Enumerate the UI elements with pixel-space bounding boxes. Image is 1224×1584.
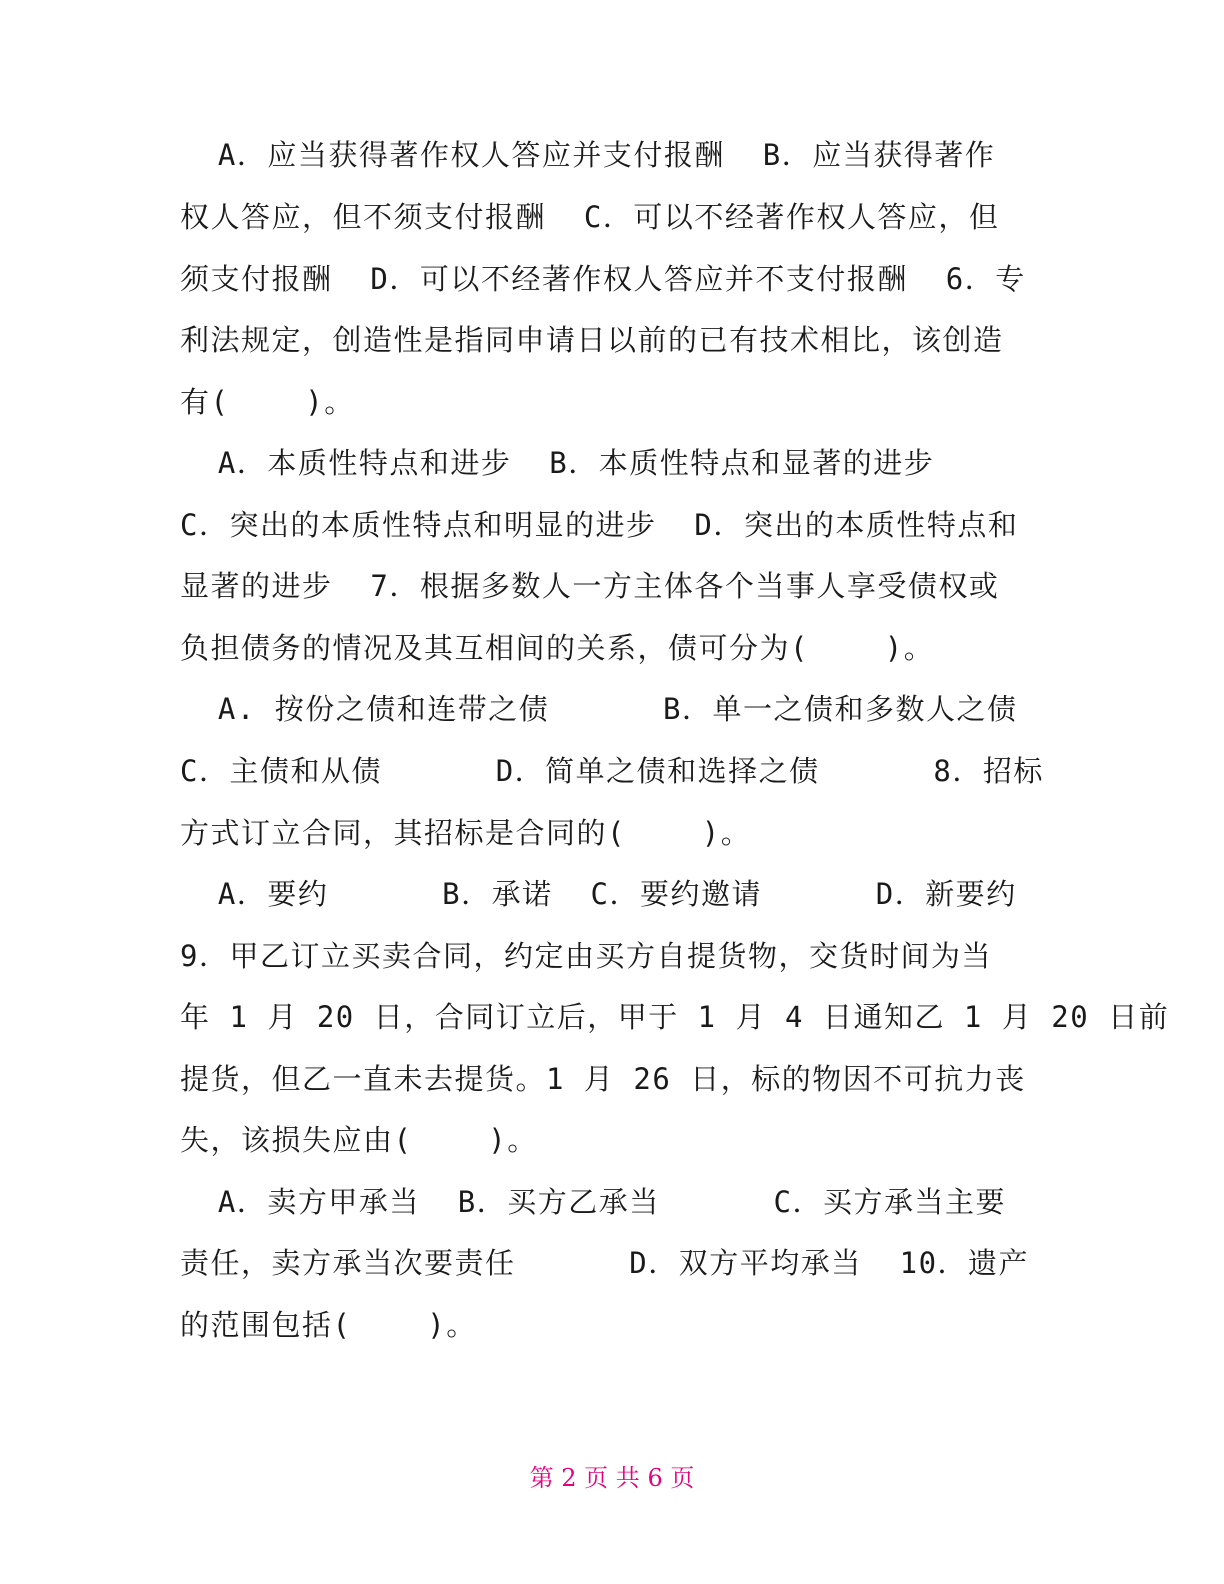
text-line: C．主债和从债 D．简单之债和选择之债 8．招标 (180, 754, 1044, 788)
text-line: A．应当获得著作权人答应并支付报酬 B．应当获得著作 (180, 138, 996, 172)
text-line: A．要约 B．承诺 C．要约邀请 D．新要约 (180, 877, 1017, 911)
text-line: 9．甲乙订立买卖合同，约定由买方自提货物，交货时间为当 (180, 939, 992, 973)
text-line: 失，该损失应由( )。 (180, 1123, 538, 1157)
text-line: 方式订立合同，其招标是合同的( )。 (180, 816, 752, 850)
text-line: C．突出的本质性特点和明显的进步 D．突出的本质性特点和 (180, 508, 1019, 542)
text-line: A. 按份之债和连带之债 B．单一之债和多数人之债 (180, 692, 1018, 726)
text-line: 负担债务的情况及其互相间的关系，债可分为( )。 (180, 631, 935, 665)
text-line: 显著的进步 7．根据多数人一方主体各个当事人享受债权或 (180, 569, 1000, 603)
text-line: A．卖方甲承当 B．买方乙承当 C．买方承当主要 (180, 1185, 1006, 1219)
text-line: 责任，卖方承当次要责任 D．双方平均承当 10．遗产 (180, 1246, 1030, 1280)
text-line: 提货，但乙一直未去提货。1 月 26 日，标的物因不可抗力丧 (180, 1062, 1026, 1096)
text-line: 年 1 月 20 日，合同订立后，甲于 1 月 4 日通知乙 1 月 20 日前 (180, 1000, 1170, 1034)
text-line: 有( )。 (180, 385, 355, 419)
page-number-footer: 第 2 页 共 6 页 (529, 1464, 695, 1492)
text-line: A．本质性特点和进步 B．本质性特点和显著的进步 (180, 446, 935, 480)
text-line: 权人答应，但不须支付报酬 C．可以不经著作权人答应，但 (180, 200, 1000, 234)
text-line: 利法规定，创造性是指同申请日以前的已有技术相比，该创造 (180, 323, 1004, 357)
text-line: 的范围包括( )。 (180, 1308, 477, 1342)
text-line: 须支付报酬 D．可以不经著作权人答应并不支付报酬 6．专 (180, 262, 1026, 296)
